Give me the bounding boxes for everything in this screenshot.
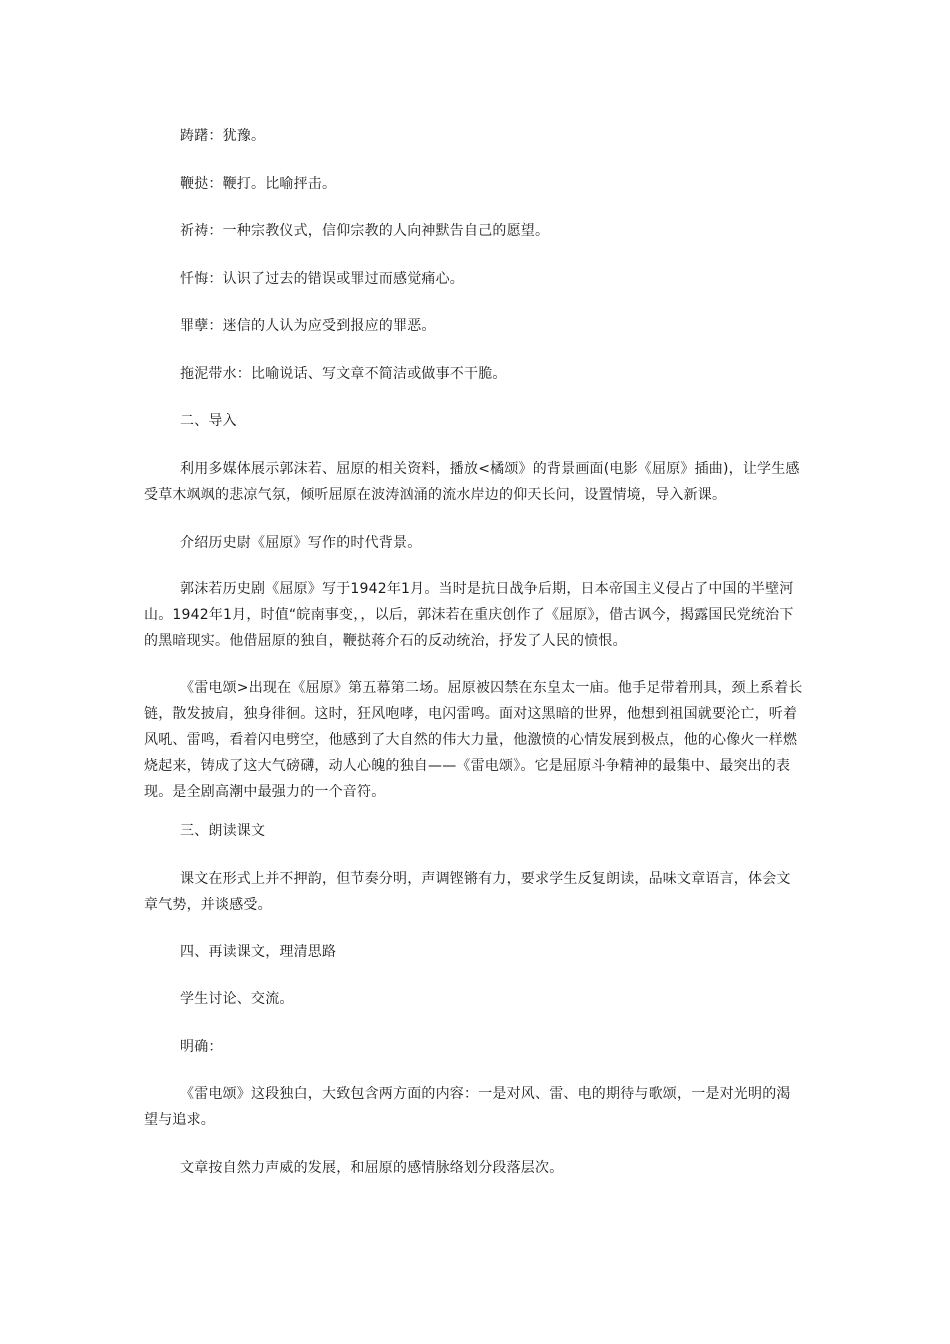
background-intro-line: 介绍历史尉《屈原》写作的时代背景。 [180,535,422,551]
reading-paragraph: 课文在形式上并不押韵，但节奏分明，声调铿锵有力，要求学生反复朗读，品味文章语言，体会文章气势，并谈感受。 [144,871,791,913]
vocab-tuonidaishui: 拖泥带水：比喻说话、写文章不简洁或做事不干脆。 [180,366,507,382]
monologue-content-paragraph: 《雷电颂》这段独白，大致包含两方面的内容：一是对风、雷、电的期待与歌颂，一是对光明的渴望与追求。 [144,1086,791,1128]
vocab-biantа: 鞭挞：鞭打。比喻抨击。 [180,176,337,192]
vocab-chouchu: 踌躇：犹豫。 [180,128,266,144]
vocab-zuinie: 罪孽：迷信的人认为应受到报应的罪恶。 [180,318,436,334]
background-paragraph: 郭沫若历史剧《屈原》写于1942年1月。当时是抗日战争后期，日本帝国主义侵占了中国的半壁河山。1942年1月，时值“皖南事变，，以后，郭沫若在重庆创作了《屈原》，借古讽今，揭露国民党统治下的黑暗现实。他借屈原的独自，鞭挞蒋介石的反动统治，抒发了人民的愤恨。 [144,581,794,649]
vocab-chanhui: 忏悔：认识了过去的错误或罪过而感觉痛心。 [180,271,464,287]
intro-paragraph: 利用多媒体展示郭沫若、屈原的相关资料，播放<橘颂》的背景画面(电影《屈原》插曲)，让学生感受草木飒飒的悲凉气氛，倾听屈原在波涛汹涌的流水岸边的仰天长问，设置情境，导入新课。 [144,461,800,503]
section-heading-intro: 二、导入 [180,413,237,429]
clarify-line: 明确： [180,1039,223,1055]
vocab-qidao: 祈祷：一种宗教仪式，信仰宗教的人向神默告自己的愿望。 [180,223,550,239]
section-heading-reread: 四、再读课文，理清思路 [180,944,337,960]
discussion-line: 学生讨论、交流。 [180,991,294,1007]
structure-line: 文章按自然力声威的发展，和屈原的感情脉络划分段落层次。 [180,1160,564,1176]
leidiansong-paragraph: 《雷电颂>出现在《屈原》第五幕第二场。屈原被囚禁在东皇太一庙。他手足带着刑具，颈上系着长链，散发披肩，独身徘徊。这时，狂风咆哮，电闪雷鸣。面对这黑暗的世界，他想到祖国就要沦亡，听着风吼、雷鸣，看着闪电劈空，他感到了大自然的伟大力量，他激愤的心情发展到极点，他的心像火一样燃烧起来，铸成了这大气磅礴，动人心魄的独自——《雷电颂》。它是屈原斗争精神的最集中、最突出的表现。是全剧高潮中最强力的一个音符。 [144,680,803,800]
section-heading-reading: 三、朗读课文 [180,823,266,839]
